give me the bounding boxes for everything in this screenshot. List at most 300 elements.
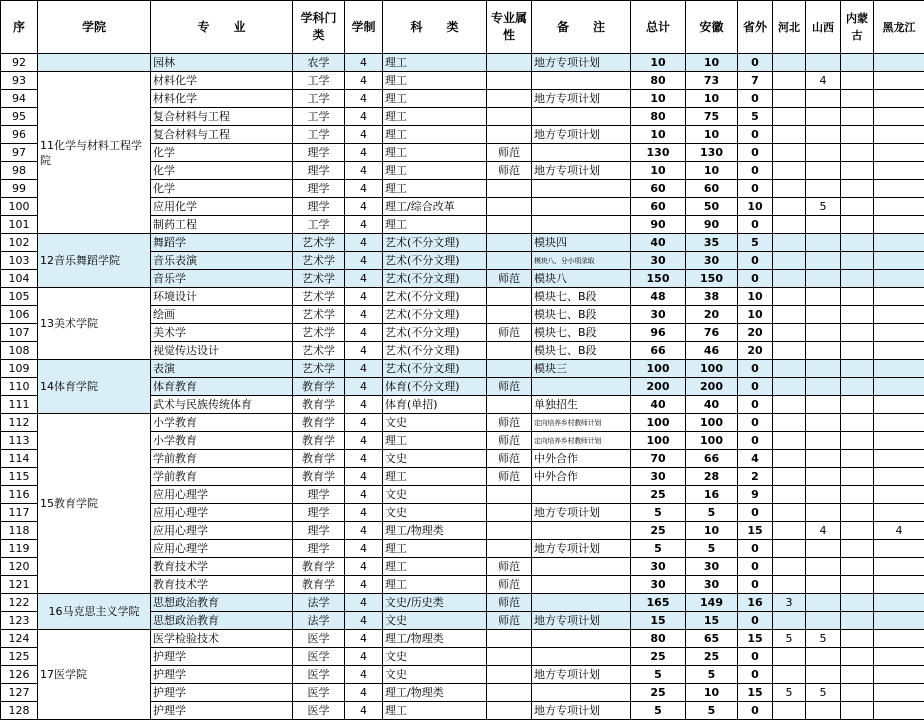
duration-cell: 4: [345, 612, 383, 630]
anhui-cell: 38: [686, 288, 738, 306]
hebei-cell: [773, 522, 806, 540]
attribute-cell: [487, 180, 532, 198]
category-cell: 文史: [383, 414, 487, 432]
attribute-cell: [487, 396, 532, 414]
neimenggu-cell: [841, 378, 874, 396]
total-cell: 30: [631, 252, 686, 270]
outside-cell: 0: [738, 144, 773, 162]
category-cell: 理工: [383, 432, 487, 450]
remarks-cell: [532, 558, 631, 576]
remarks-cell: 地方专项计划: [532, 702, 631, 720]
seq-cell: 112: [1, 414, 38, 432]
discipline-cell: 工学: [293, 108, 345, 126]
table-row: [1, 234, 924, 252]
remarks-cell: [532, 144, 631, 162]
seq-cell: 103: [1, 252, 38, 270]
duration-cell: 4: [345, 450, 383, 468]
category-cell: 文史: [383, 450, 487, 468]
shanxi-cell: [806, 504, 841, 522]
discipline-cell: 教育学: [293, 432, 345, 450]
seq-cell: 124: [1, 630, 38, 648]
total-cell: 70: [631, 450, 686, 468]
discipline-cell: 医学: [293, 684, 345, 702]
major-cell: 环境设计: [151, 288, 293, 306]
major-cell: 表演: [151, 360, 293, 378]
neimenggu-cell: [841, 612, 874, 630]
total-cell: 30: [631, 558, 686, 576]
anhui-cell: 10: [686, 162, 738, 180]
discipline-cell: 工学: [293, 90, 345, 108]
category-cell: 艺术(不分文理): [383, 342, 487, 360]
outside-cell: 0: [738, 180, 773, 198]
shanxi-cell: [806, 702, 841, 720]
major-cell: 化学: [151, 162, 293, 180]
remarks-cell: 地方专项计划: [532, 504, 631, 522]
duration-cell: 4: [345, 594, 383, 612]
category-cell: 艺术(不分文理): [383, 234, 487, 252]
neimenggu-cell: [841, 360, 874, 378]
discipline-cell: 医学: [293, 666, 345, 684]
seq-cell: 97: [1, 144, 38, 162]
discipline-cell: 理学: [293, 144, 345, 162]
category-cell: 理工: [383, 54, 487, 72]
duration-cell: 4: [345, 144, 383, 162]
college-name: 17医学院: [38, 630, 151, 720]
hebei-cell: [773, 108, 806, 126]
shanxi-cell: [806, 396, 841, 414]
hebei-cell: [773, 54, 806, 72]
seq-cell: 116: [1, 486, 38, 504]
remarks-cell: [532, 216, 631, 234]
duration-cell: 4: [345, 216, 383, 234]
category-cell: 文史: [383, 666, 487, 684]
remarks-cell: 地方专项计划: [532, 54, 631, 72]
hebei-cell: [773, 216, 806, 234]
remarks-cell: 模块八、分小项录取: [532, 252, 631, 270]
attribute-cell: [487, 252, 532, 270]
heilongjiang-cell: [874, 702, 924, 720]
duration-cell: 4: [345, 180, 383, 198]
outside-cell: 0: [738, 432, 773, 450]
outside-cell: 5: [738, 234, 773, 252]
attribute-cell: [487, 234, 532, 252]
attribute-cell: 师范: [487, 432, 532, 450]
college-name: 11化学与材料工程学院: [38, 72, 151, 234]
category-cell: 文史: [383, 486, 487, 504]
total-cell: 25: [631, 522, 686, 540]
seq-cell: 101: [1, 216, 38, 234]
col-header-remarks: 备 注: [532, 1, 631, 54]
total-cell: 40: [631, 396, 686, 414]
attribute-cell: 师范: [487, 144, 532, 162]
duration-cell: 4: [345, 270, 383, 288]
anhui-cell: 30: [686, 252, 738, 270]
duration-cell: 4: [345, 54, 383, 72]
hebei-cell: 5: [773, 684, 806, 702]
neimenggu-cell: [841, 234, 874, 252]
attribute-cell: [487, 108, 532, 126]
major-cell: 视觉传达设计: [151, 342, 293, 360]
heilongjiang-cell: [874, 162, 924, 180]
major-cell: 材料化学: [151, 72, 293, 90]
anhui-cell: 10: [686, 54, 738, 72]
hebei-cell: [773, 468, 806, 486]
outside-cell: 0: [738, 414, 773, 432]
shanxi-cell: [806, 270, 841, 288]
seq-cell: 93: [1, 72, 38, 90]
shanxi-cell: [806, 180, 841, 198]
major-cell: 舞蹈学: [151, 234, 293, 252]
total-cell: 80: [631, 108, 686, 126]
major-cell: 音乐表演: [151, 252, 293, 270]
col-header-seq: 序: [1, 1, 38, 54]
anhui-cell: 130: [686, 144, 738, 162]
major-cell: 美术学: [151, 324, 293, 342]
seq-cell: 111: [1, 396, 38, 414]
total-cell: 30: [631, 468, 686, 486]
major-cell: 小学教育: [151, 432, 293, 450]
shanxi-cell: [806, 576, 841, 594]
major-cell: 化学: [151, 144, 293, 162]
heilongjiang-cell: [874, 324, 924, 342]
remarks-cell: 地方专项计划: [532, 90, 631, 108]
attribute-cell: [487, 702, 532, 720]
remarks-cell: 模块七、B段: [532, 324, 631, 342]
total-cell: 10: [631, 54, 686, 72]
heilongjiang-cell: [874, 504, 924, 522]
shanxi-cell: [806, 360, 841, 378]
major-cell: 小学教育: [151, 414, 293, 432]
hebei-cell: [773, 432, 806, 450]
duration-cell: 4: [345, 198, 383, 216]
total-cell: 5: [631, 504, 686, 522]
anhui-cell: 5: [686, 702, 738, 720]
discipline-cell: 理学: [293, 540, 345, 558]
hebei-cell: [773, 270, 806, 288]
college-name: 16马克思主义学院: [38, 594, 151, 630]
anhui-cell: 73: [686, 72, 738, 90]
category-cell: 体育(单招): [383, 396, 487, 414]
attribute-cell: [487, 306, 532, 324]
hebei-cell: [773, 90, 806, 108]
attribute-cell: [487, 342, 532, 360]
remarks-cell: 地方专项计划: [532, 612, 631, 630]
hebei-cell: [773, 396, 806, 414]
discipline-cell: 教育学: [293, 414, 345, 432]
neimenggu-cell: [841, 270, 874, 288]
remarks-cell: [532, 180, 631, 198]
major-cell: 教育技术学: [151, 576, 293, 594]
major-cell: 护理学: [151, 684, 293, 702]
seq-cell: 104: [1, 270, 38, 288]
attribute-cell: 师范: [487, 594, 532, 612]
table-row: [1, 594, 924, 612]
neimenggu-cell: [841, 54, 874, 72]
duration-cell: 4: [345, 576, 383, 594]
remarks-cell: [532, 522, 631, 540]
hebei-cell: [773, 162, 806, 180]
duration-cell: 4: [345, 414, 383, 432]
attribute-cell: [487, 630, 532, 648]
col-header-hebei: 河北: [773, 1, 806, 54]
heilongjiang-cell: [874, 180, 924, 198]
anhui-cell: 100: [686, 360, 738, 378]
total-cell: 150: [631, 270, 686, 288]
remarks-cell: [532, 684, 631, 702]
outside-cell: 4: [738, 450, 773, 468]
category-cell: 文史: [383, 504, 487, 522]
major-cell: 应用心理学: [151, 504, 293, 522]
anhui-cell: 20: [686, 306, 738, 324]
heilongjiang-cell: [874, 54, 924, 72]
major-cell: 思想政治教育: [151, 612, 293, 630]
major-cell: 应用化学: [151, 198, 293, 216]
major-cell: 应用心理学: [151, 486, 293, 504]
anhui-cell: 5: [686, 540, 738, 558]
heilongjiang-cell: [874, 432, 924, 450]
anhui-cell: 46: [686, 342, 738, 360]
attribute-cell: [487, 90, 532, 108]
seq-cell: 121: [1, 576, 38, 594]
category-cell: 理工: [383, 90, 487, 108]
shanxi-cell: [806, 324, 841, 342]
seq-cell: 113: [1, 432, 38, 450]
remarks-cell: 单独招生: [532, 396, 631, 414]
header-row: [1, 1, 924, 54]
category-cell: 艺术(不分文理): [383, 324, 487, 342]
discipline-cell: 工学: [293, 72, 345, 90]
category-cell: 理工: [383, 126, 487, 144]
table-body: [1, 54, 924, 720]
attribute-cell: [487, 522, 532, 540]
anhui-cell: 35: [686, 234, 738, 252]
hebei-cell: [773, 648, 806, 666]
seq-cell: 100: [1, 198, 38, 216]
outside-cell: 2: [738, 468, 773, 486]
major-cell: 复合材料与工程: [151, 108, 293, 126]
hebei-cell: [773, 306, 806, 324]
discipline-cell: 艺术学: [293, 270, 345, 288]
discipline-cell: 理学: [293, 198, 345, 216]
category-cell: 理工: [383, 216, 487, 234]
total-cell: 10: [631, 126, 686, 144]
remarks-cell: [532, 378, 631, 396]
discipline-cell: 艺术学: [293, 306, 345, 324]
neimenggu-cell: [841, 90, 874, 108]
heilongjiang-cell: [874, 486, 924, 504]
outside-cell: 15: [738, 522, 773, 540]
neimenggu-cell: [841, 540, 874, 558]
hebei-cell: [773, 504, 806, 522]
total-cell: 60: [631, 198, 686, 216]
neimenggu-cell: [841, 504, 874, 522]
hebei-cell: [773, 666, 806, 684]
seq-cell: 92: [1, 54, 38, 72]
attribute-cell: 师范: [487, 378, 532, 396]
heilongjiang-cell: [874, 450, 924, 468]
shanxi-cell: [806, 486, 841, 504]
neimenggu-cell: [841, 684, 874, 702]
shanxi-cell: [806, 612, 841, 630]
anhui-cell: 50: [686, 198, 738, 216]
neimenggu-cell: [841, 72, 874, 90]
remarks-cell: 中外合作: [532, 468, 631, 486]
outside-cell: 16: [738, 594, 773, 612]
outside-cell: 0: [738, 360, 773, 378]
attribute-cell: [487, 540, 532, 558]
seq-cell: 127: [1, 684, 38, 702]
attribute-cell: [487, 666, 532, 684]
neimenggu-cell: [841, 162, 874, 180]
total-cell: 90: [631, 216, 686, 234]
hebei-cell: [773, 612, 806, 630]
major-cell: 应用心理学: [151, 540, 293, 558]
duration-cell: 4: [345, 288, 383, 306]
hebei-cell: [773, 342, 806, 360]
seq-cell: 107: [1, 324, 38, 342]
duration-cell: 4: [345, 396, 383, 414]
shanxi-cell: [806, 126, 841, 144]
attribute-cell: [487, 486, 532, 504]
total-cell: 5: [631, 702, 686, 720]
outside-cell: 0: [738, 540, 773, 558]
major-cell: 学前教育: [151, 450, 293, 468]
discipline-cell: 医学: [293, 630, 345, 648]
attribute-cell: [487, 198, 532, 216]
total-cell: 5: [631, 540, 686, 558]
attribute-cell: [487, 684, 532, 702]
heilongjiang-cell: [874, 468, 924, 486]
table-row: [1, 360, 924, 378]
total-cell: 5: [631, 666, 686, 684]
table-row: [1, 54, 924, 72]
outside-cell: 0: [738, 216, 773, 234]
neimenggu-cell: [841, 144, 874, 162]
category-cell: 理工: [383, 180, 487, 198]
attribute-cell: 师范: [487, 576, 532, 594]
remarks-cell: 地方专项计划: [532, 666, 631, 684]
remarks-cell: 模块三: [532, 360, 631, 378]
col-header-major: 专 业: [151, 1, 293, 54]
heilongjiang-cell: [874, 612, 924, 630]
anhui-cell: 60: [686, 180, 738, 198]
discipline-cell: 艺术学: [293, 342, 345, 360]
remarks-cell: [532, 630, 631, 648]
col-header-category: 科 类: [383, 1, 487, 54]
category-cell: 艺术(不分文理): [383, 270, 487, 288]
duration-cell: 4: [345, 486, 383, 504]
hebei-cell: 5: [773, 630, 806, 648]
duration-cell: 4: [345, 342, 383, 360]
category-cell: 艺术(不分文理): [383, 306, 487, 324]
neimenggu-cell: [841, 252, 874, 270]
duration-cell: 4: [345, 558, 383, 576]
shanxi-cell: [806, 108, 841, 126]
hebei-cell: [773, 486, 806, 504]
heilongjiang-cell: [874, 630, 924, 648]
remarks-cell: [532, 594, 631, 612]
discipline-cell: 教育学: [293, 396, 345, 414]
shanxi-cell: [806, 414, 841, 432]
anhui-cell: 40: [686, 396, 738, 414]
col-header-anhui: 安徽: [686, 1, 738, 54]
hebei-cell: [773, 252, 806, 270]
shanxi-cell: [806, 252, 841, 270]
seq-cell: 119: [1, 540, 38, 558]
neimenggu-cell: [841, 216, 874, 234]
anhui-cell: 200: [686, 378, 738, 396]
hebei-cell: [773, 288, 806, 306]
duration-cell: 4: [345, 234, 383, 252]
discipline-cell: 医学: [293, 702, 345, 720]
seq-cell: 126: [1, 666, 38, 684]
neimenggu-cell: [841, 342, 874, 360]
shanxi-cell: [806, 216, 841, 234]
major-cell: 化学: [151, 180, 293, 198]
anhui-cell: 5: [686, 666, 738, 684]
seq-cell: 96: [1, 126, 38, 144]
seq-cell: 128: [1, 702, 38, 720]
outside-cell: 15: [738, 684, 773, 702]
duration-cell: 4: [345, 666, 383, 684]
shanxi-cell: 5: [806, 198, 841, 216]
total-cell: 80: [631, 72, 686, 90]
shanxi-cell: 5: [806, 684, 841, 702]
category-cell: 理工: [383, 468, 487, 486]
category-cell: 文史: [383, 612, 487, 630]
outside-cell: 0: [738, 666, 773, 684]
remarks-cell: 地方专项计划: [532, 162, 631, 180]
seq-cell: 122: [1, 594, 38, 612]
major-cell: 园林: [151, 54, 293, 72]
discipline-cell: 艺术学: [293, 252, 345, 270]
shanxi-cell: [806, 54, 841, 72]
total-cell: 15: [631, 612, 686, 630]
hebei-cell: [773, 378, 806, 396]
remarks-cell: [532, 72, 631, 90]
total-cell: 30: [631, 306, 686, 324]
heilongjiang-cell: [874, 540, 924, 558]
discipline-cell: 理学: [293, 504, 345, 522]
category-cell: 理工: [383, 702, 487, 720]
col-header-neimenggu: 内蒙古: [841, 1, 874, 54]
hebei-cell: [773, 702, 806, 720]
attribute-cell: [487, 54, 532, 72]
shanxi-cell: [806, 468, 841, 486]
discipline-cell: 艺术学: [293, 234, 345, 252]
neimenggu-cell: [841, 576, 874, 594]
shanxi-cell: [806, 234, 841, 252]
shanxi-cell: [806, 648, 841, 666]
category-cell: 理工: [383, 144, 487, 162]
outside-cell: 0: [738, 378, 773, 396]
anhui-cell: 90: [686, 216, 738, 234]
seq-cell: 108: [1, 342, 38, 360]
category-cell: 文史/历史类: [383, 594, 487, 612]
outside-cell: 0: [738, 702, 773, 720]
total-cell: 25: [631, 486, 686, 504]
major-cell: 护理学: [151, 702, 293, 720]
hebei-cell: [773, 558, 806, 576]
category-cell: 理工/物理类: [383, 630, 487, 648]
anhui-cell: 10: [686, 126, 738, 144]
shanxi-cell: [806, 144, 841, 162]
neimenggu-cell: [841, 306, 874, 324]
hebei-cell: [773, 414, 806, 432]
heilongjiang-cell: [874, 306, 924, 324]
col-header-heilongjiang: 黑龙江: [874, 1, 924, 54]
heilongjiang-cell: 4: [874, 522, 924, 540]
